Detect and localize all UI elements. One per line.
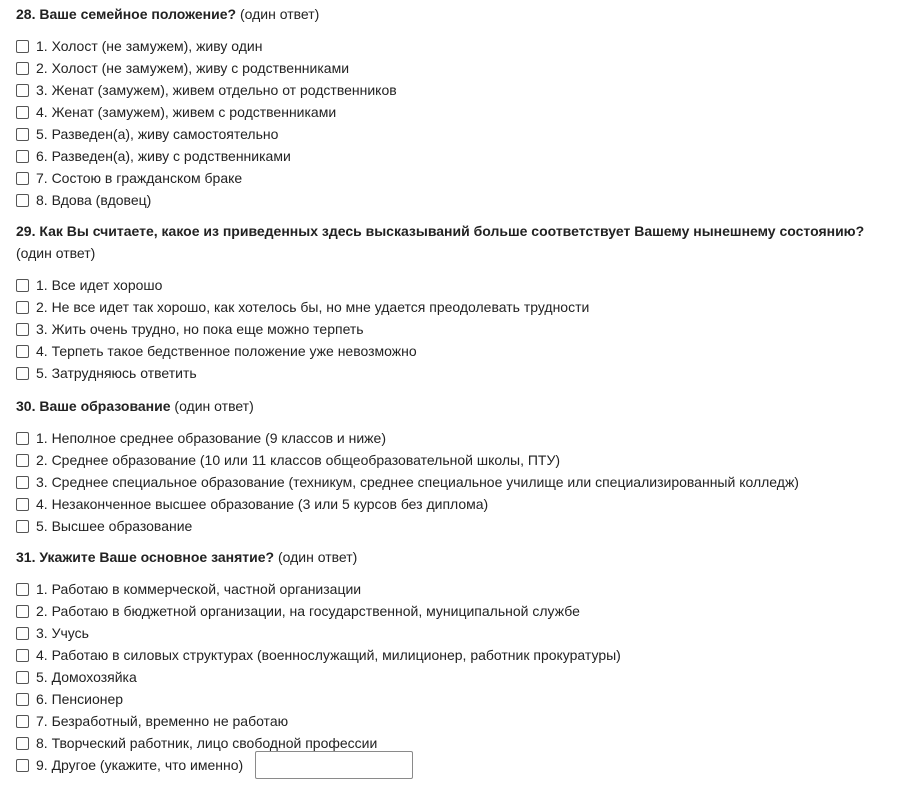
question-title xyxy=(16,395,891,417)
option-label: 1. Неполное среднее образование (9 классов и ниже) xyxy=(36,430,386,446)
checkbox[interactable] xyxy=(16,498,29,511)
answer-option[interactable] xyxy=(16,732,891,754)
answer-option[interactable] xyxy=(16,123,891,145)
question-text: 28. Ваше семейное положение? xyxy=(16,6,237,22)
option-label: 6. Разведен(а), живу с родственниками xyxy=(36,148,291,164)
checkbox[interactable] xyxy=(16,345,29,358)
checkbox[interactable] xyxy=(16,583,29,596)
answer-option[interactable] xyxy=(16,578,891,600)
checkbox[interactable] xyxy=(16,84,29,97)
option-label: 1. Все идет хорошо xyxy=(36,277,163,293)
checkbox[interactable] xyxy=(16,605,29,618)
option-label: 4. Незаконченное высшее образование (3 или 5 курсов без диплома) xyxy=(36,496,489,512)
other-text-input[interactable] xyxy=(255,751,413,779)
option-label: 7. Состою в гражданском браке xyxy=(36,170,243,186)
question-30 xyxy=(16,395,891,537)
answer-option[interactable] xyxy=(16,515,891,537)
answer-options xyxy=(16,427,891,537)
question-hint: (один ответ) xyxy=(236,6,320,22)
option-label: 1. Работаю в коммерческой, частной организации xyxy=(36,581,362,597)
answer-option[interactable] xyxy=(16,362,891,384)
answer-option-other[interactable] xyxy=(16,754,891,776)
option-label: 2. Среднее образование (10 или 11 классов общеобразовательной школы, ПТУ) xyxy=(36,452,561,468)
question-text: 29. Как Вы считаете, какое из приведенных здесь высказываний больше соответствует Вашему нынешнему состоянию? xyxy=(16,223,865,239)
answer-option[interactable] xyxy=(16,79,891,101)
answer-options xyxy=(16,274,891,384)
option-label: 2. Холост (не замужем), живу с родственниками xyxy=(36,60,350,76)
answer-option[interactable] xyxy=(16,35,891,57)
checkbox[interactable] xyxy=(16,627,29,640)
answer-option[interactable] xyxy=(16,167,891,189)
checkbox[interactable] xyxy=(16,454,29,467)
answer-option[interactable] xyxy=(16,101,891,123)
checkbox[interactable] xyxy=(16,40,29,53)
answer-option[interactable] xyxy=(16,296,891,318)
checkbox[interactable] xyxy=(16,106,29,119)
answer-option[interactable] xyxy=(16,688,891,710)
question-text: 31. Укажите Ваше основное занятие? xyxy=(16,549,275,565)
option-label: 5. Домохозяйка xyxy=(36,669,137,685)
answer-option[interactable] xyxy=(16,493,891,515)
question-title xyxy=(16,546,891,568)
option-label: 4. Работаю в силовых структурах (военнослужащий, милиционер, работник прокуратуры) xyxy=(36,647,621,663)
option-label: 3. Среднее специальное образование (техникум, среднее специальное училище или специализированный колледж) xyxy=(36,474,799,490)
checkbox[interactable] xyxy=(16,693,29,706)
checkbox[interactable] xyxy=(16,671,29,684)
answer-option[interactable] xyxy=(16,57,891,79)
option-label: 3. Жить очень трудно, но пока еще можно терпеть xyxy=(36,321,364,337)
checkbox[interactable] xyxy=(16,649,29,662)
option-label: 5. Затрудняюсь ответить xyxy=(36,365,197,381)
option-label: 8. Вдова (вдовец) xyxy=(36,192,152,208)
answer-option[interactable] xyxy=(16,274,891,296)
option-label: 4. Терпеть такое бедственное положение уже невозможно xyxy=(36,343,417,359)
option-label: 4. Женат (замужем), живем с родственниками xyxy=(36,104,337,120)
checkbox[interactable] xyxy=(16,128,29,141)
option-label: 3. Женат (замужем), живем отдельно от родственников xyxy=(36,82,397,98)
checkbox[interactable] xyxy=(16,323,29,336)
answer-option[interactable] xyxy=(16,427,891,449)
checkbox[interactable] xyxy=(16,172,29,185)
question-31 xyxy=(16,546,891,776)
checkbox[interactable] xyxy=(16,194,29,207)
answer-option[interactable] xyxy=(16,340,891,362)
question-text: 30. Ваше образование xyxy=(16,398,171,414)
checkbox[interactable] xyxy=(16,301,29,314)
question-28 xyxy=(16,3,891,211)
answer-option[interactable] xyxy=(16,145,891,167)
checkbox[interactable] xyxy=(16,150,29,163)
option-label: 5. Высшее образование xyxy=(36,518,193,534)
checkbox[interactable] xyxy=(16,715,29,728)
option-label: 9. Другое (укажите, что именно) xyxy=(36,757,244,773)
question-29 xyxy=(16,220,891,384)
checkbox[interactable] xyxy=(16,279,29,292)
option-label: 6. Пенсионер xyxy=(36,691,124,707)
option-label: 1. Холост (не замужем), живу один xyxy=(36,38,263,54)
checkbox[interactable] xyxy=(16,759,29,772)
question-hint: (один ответ) xyxy=(274,549,358,565)
option-label: 7. Безработный, временно не работаю xyxy=(36,713,289,729)
option-label: 2. Работаю в бюджетной организации, на государственной, муниципальной службе xyxy=(36,603,580,619)
answer-option[interactable] xyxy=(16,644,891,666)
question-title xyxy=(16,3,891,25)
answer-option[interactable] xyxy=(16,666,891,688)
question-title xyxy=(16,220,891,264)
question-hint: (один ответ) xyxy=(16,245,96,261)
answer-options xyxy=(16,35,891,211)
option-label: 2. Не все идет так хорошо, как хотелось бы, но мне удается преодолевать трудности xyxy=(36,299,590,315)
answer-option[interactable] xyxy=(16,600,891,622)
checkbox[interactable] xyxy=(16,367,29,380)
answer-option[interactable] xyxy=(16,471,891,493)
checkbox[interactable] xyxy=(16,476,29,489)
option-label: 8. Творческий работник, лицо свободной профессии xyxy=(36,735,378,751)
checkbox[interactable] xyxy=(16,62,29,75)
checkbox[interactable] xyxy=(16,520,29,533)
question-hint: (один ответ) xyxy=(170,398,254,414)
option-label: 3. Учусь xyxy=(36,625,89,641)
answer-option[interactable] xyxy=(16,189,891,211)
option-label: 5. Разведен(а), живу самостоятельно xyxy=(36,126,279,142)
answer-options xyxy=(16,578,891,776)
checkbox[interactable] xyxy=(16,737,29,750)
answer-option[interactable] xyxy=(16,449,891,471)
checkbox[interactable] xyxy=(16,432,29,445)
answer-option[interactable] xyxy=(16,710,891,732)
answer-option[interactable] xyxy=(16,622,891,644)
answer-option[interactable] xyxy=(16,318,891,340)
